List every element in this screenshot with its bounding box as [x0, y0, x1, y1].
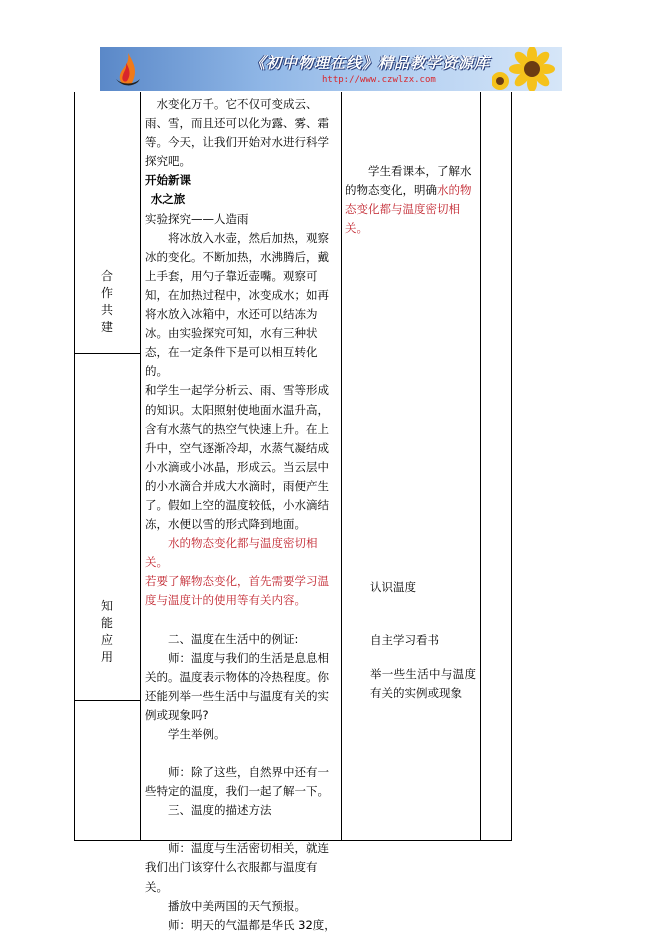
label-cooperate: 合 作 共 建: [100, 269, 113, 334]
section-two-heading: 二、温度在生活中的例证:: [168, 631, 299, 646]
teacher-question-paragraph: 师：温度与我们的生活是息息相关的。温度表示物体的冷热程度。你还能列举一些生活中与温度有关的实例或现象吗?: [145, 650, 329, 722]
banner-title: 《初中物理在线》精品教学资源库: [250, 54, 491, 72]
temperature-life-paragraph: 师：温度与生活密切相关，就连我们出门该穿什么衣服都与温度有关。: [145, 841, 329, 894]
fahrenheit-line: 师：明天的气温都是华氏 32度，: [168, 917, 336, 932]
sunflower-icon: [492, 47, 562, 91]
student-activity-3: [370, 631, 478, 650]
header-banner: [100, 47, 562, 91]
new-lesson-heading: 开始新课: [145, 173, 191, 188]
weather-forecast-line: 播放中美两国的天气预报。: [168, 898, 306, 913]
label-knowledge-apply: 知 能 应 用: [100, 599, 113, 664]
teacher-activity: [145, 95, 339, 935]
experiment-title: 实验探究——人造雨: [145, 211, 249, 226]
student-activity-2: [370, 578, 478, 597]
water-journey-heading: 水之旅: [150, 192, 186, 207]
experiment-paragraph: 将冰放入水壶，然后加热，观察冰的变化。不断加热，水沸腾后，戴上手套，用勺子靠近壶嘴。观察可知，在加热过程中，冰变成水；如再将水放入冰箱中，水还可以结冻为冰。由实验探究可知，水有三种状态，在一定条件下是可以相互转化的。: [145, 230, 329, 379]
weather-formation-paragraph: 和学生一起学分析云、雨、雪等形成的知识。太阳照射使地面水温升高，含有水蒸气的热空气快速上升。在上升中，空气逐渐冷却，水蒸气凝结成小水滴或小冰晶，形成云。当云层中的小水滴合并成大水滴时，雨便产生了。假如上空的温度较低，小水滴结冻，水便以雪的形式降到地面。: [145, 383, 329, 532]
flame-logo-icon: [108, 49, 148, 89]
student-activity-1: [345, 162, 475, 238]
intro-paragraph: 水变化万千。它不仅可变成云、雨、雪，而且还可以化为露、雾、霜等。今天，让我们开始对水进行科学探究吧。: [145, 97, 329, 169]
students-give-examples: 学生举例。: [168, 727, 226, 741]
recognize-temperature: 认识温度: [370, 580, 416, 594]
emphasis-temperature: 水的物态变化都与温度密切相关。: [145, 536, 318, 570]
section-three-heading: 三、温度的描述方法: [168, 803, 272, 818]
banner-url[interactable]: http://www.czwlzx.com: [322, 75, 436, 85]
student-activity-4: [370, 665, 476, 703]
self-study: 自主学习看书: [370, 633, 439, 647]
special-temperatures-paragraph: 师：除了这些，自然界中还有一些特定的温度，我们一起了解一下。: [145, 765, 329, 799]
give-examples: 举一些生活中与温度有关的实例或现象: [370, 667, 476, 700]
emphasis-next-topic: 若要了解物态变化，首先需要学习温度与温度计的使用等有关内容。: [145, 574, 329, 608]
student-key-point: 水的物态变化都与温度密切相关。: [345, 183, 472, 235]
student-read-text: 学生看课本，了解水的物态变化，明确: [345, 164, 472, 197]
